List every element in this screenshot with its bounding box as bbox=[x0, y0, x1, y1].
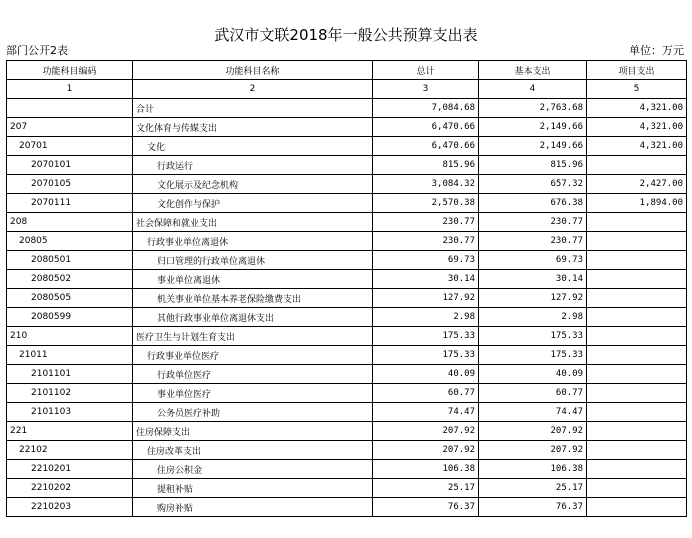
cell-total: 2.98 bbox=[373, 308, 479, 327]
cell-name: 行政单位医疗 bbox=[133, 365, 373, 384]
cell-project bbox=[587, 327, 687, 346]
cell-name: 文化体育与传媒支出 bbox=[133, 118, 373, 137]
header-name: 功能科目名称 bbox=[133, 61, 373, 80]
header-total: 总计 bbox=[373, 61, 479, 80]
cell-project: 4,321.00 bbox=[587, 99, 687, 118]
cell-project bbox=[587, 251, 687, 270]
cell-code: 2080505 bbox=[7, 289, 133, 308]
cell-basic: 60.77 bbox=[479, 384, 587, 403]
cell-name: 合计 bbox=[133, 99, 373, 118]
cell-project: 4,321.00 bbox=[587, 137, 687, 156]
cell-total: 30.14 bbox=[373, 270, 479, 289]
table-row bbox=[7, 327, 687, 346]
cell-basic: 2,763.68 bbox=[479, 99, 587, 118]
cell-project bbox=[587, 365, 687, 384]
cell-code: 2210201 bbox=[7, 460, 133, 479]
index-cell: 1 bbox=[7, 80, 133, 99]
cell-project bbox=[587, 270, 687, 289]
header-row bbox=[7, 61, 687, 80]
cell-code bbox=[7, 99, 133, 118]
cell-basic: 69.73 bbox=[479, 251, 587, 270]
table-row bbox=[7, 99, 687, 118]
cell-basic: 127.92 bbox=[479, 289, 587, 308]
table-row bbox=[7, 118, 687, 137]
cell-project bbox=[587, 232, 687, 251]
cell-name: 行政事业单位离退休 bbox=[133, 232, 373, 251]
cell-project bbox=[587, 498, 687, 517]
cell-name: 归口管理的行政单位离退休 bbox=[133, 251, 373, 270]
cell-total: 815.96 bbox=[373, 156, 479, 175]
table-row bbox=[7, 270, 687, 289]
cell-project bbox=[587, 460, 687, 479]
header-code: 功能科目编码 bbox=[7, 61, 133, 80]
cell-name: 机关事业单位基本养老保险缴费支出 bbox=[133, 289, 373, 308]
cell-name: 事业单位离退休 bbox=[133, 270, 373, 289]
cell-code: 2210203 bbox=[7, 498, 133, 517]
table-row bbox=[7, 137, 687, 156]
table-row bbox=[7, 403, 687, 422]
cell-total: 127.92 bbox=[373, 289, 479, 308]
cell-code: 208 bbox=[7, 213, 133, 232]
index-cell: 4 bbox=[479, 80, 587, 99]
cell-code: 210 bbox=[7, 327, 133, 346]
cell-basic: 207.92 bbox=[479, 441, 587, 460]
cell-total: 175.33 bbox=[373, 327, 479, 346]
cell-name: 住房公积金 bbox=[133, 460, 373, 479]
form-number: 部门公开2表 bbox=[6, 44, 68, 57]
budget-table bbox=[6, 60, 687, 517]
index-row bbox=[7, 80, 687, 99]
cell-total: 7,084.68 bbox=[373, 99, 479, 118]
cell-basic: 2,149.66 bbox=[479, 118, 587, 137]
cell-total: 3,084.32 bbox=[373, 175, 479, 194]
cell-name: 行政事业单位医疗 bbox=[133, 346, 373, 365]
cell-name: 文化创作与保护 bbox=[133, 194, 373, 213]
cell-project bbox=[587, 403, 687, 422]
table-row bbox=[7, 251, 687, 270]
cell-project bbox=[587, 441, 687, 460]
table-row bbox=[7, 460, 687, 479]
cell-basic: 815.96 bbox=[479, 156, 587, 175]
cell-code: 20701 bbox=[7, 137, 133, 156]
cell-basic: 2.98 bbox=[479, 308, 587, 327]
table-row bbox=[7, 384, 687, 403]
cell-code: 2080501 bbox=[7, 251, 133, 270]
cell-basic: 74.47 bbox=[479, 403, 587, 422]
table-row bbox=[7, 346, 687, 365]
cell-name: 公务员医疗补助 bbox=[133, 403, 373, 422]
cell-basic: 676.38 bbox=[479, 194, 587, 213]
table-row bbox=[7, 422, 687, 441]
cell-basic: 76.37 bbox=[479, 498, 587, 517]
cell-project: 1,894.00 bbox=[587, 194, 687, 213]
table-row bbox=[7, 156, 687, 175]
cell-code: 221 bbox=[7, 422, 133, 441]
cell-project bbox=[587, 384, 687, 403]
cell-total: 60.77 bbox=[373, 384, 479, 403]
cell-total: 74.47 bbox=[373, 403, 479, 422]
table-row bbox=[7, 498, 687, 517]
cell-total: 207.92 bbox=[373, 422, 479, 441]
cell-project bbox=[587, 308, 687, 327]
cell-name: 购房补贴 bbox=[133, 498, 373, 517]
cell-code: 20805 bbox=[7, 232, 133, 251]
table-row bbox=[7, 194, 687, 213]
unit-label: 单位：万元 bbox=[629, 44, 684, 57]
index-cell: 3 bbox=[373, 80, 479, 99]
cell-name: 其他行政事业单位离退休支出 bbox=[133, 308, 373, 327]
cell-project bbox=[587, 289, 687, 308]
cell-name: 住房保障支出 bbox=[133, 422, 373, 441]
table-row bbox=[7, 479, 687, 498]
cell-project: 4,321.00 bbox=[587, 118, 687, 137]
cell-code: 2101101 bbox=[7, 365, 133, 384]
cell-total: 2,570.38 bbox=[373, 194, 479, 213]
cell-basic: 30.14 bbox=[479, 270, 587, 289]
cell-total: 207.92 bbox=[373, 441, 479, 460]
cell-project bbox=[587, 156, 687, 175]
cell-total: 175.33 bbox=[373, 346, 479, 365]
cell-code: 2080502 bbox=[7, 270, 133, 289]
cell-name: 住房改革支出 bbox=[133, 441, 373, 460]
table-row bbox=[7, 308, 687, 327]
cell-code: 2070105 bbox=[7, 175, 133, 194]
page-title: 武汉市文联2018年一般公共预算支出表 bbox=[214, 26, 478, 44]
cell-basic: 40.09 bbox=[479, 365, 587, 384]
index-cell: 2 bbox=[133, 80, 373, 99]
cell-basic: 230.77 bbox=[479, 213, 587, 232]
header-basic: 基本支出 bbox=[479, 61, 587, 80]
cell-project bbox=[587, 479, 687, 498]
cell-basic: 106.38 bbox=[479, 460, 587, 479]
cell-total: 6,470.66 bbox=[373, 118, 479, 137]
cell-code: 2070111 bbox=[7, 194, 133, 213]
cell-code: 21011 bbox=[7, 346, 133, 365]
cell-code: 2070101 bbox=[7, 156, 133, 175]
table-row bbox=[7, 175, 687, 194]
cell-name: 社会保障和就业支出 bbox=[133, 213, 373, 232]
cell-basic: 175.33 bbox=[479, 346, 587, 365]
index-cell: 5 bbox=[587, 80, 687, 99]
cell-code: 2101103 bbox=[7, 403, 133, 422]
cell-name: 文化展示及纪念机构 bbox=[133, 175, 373, 194]
header-project: 项目支出 bbox=[587, 61, 687, 80]
cell-name: 医疗卫生与计划生育支出 bbox=[133, 327, 373, 346]
cell-project bbox=[587, 346, 687, 365]
cell-project bbox=[587, 422, 687, 441]
cell-project bbox=[587, 213, 687, 232]
table-row bbox=[7, 232, 687, 251]
cell-total: 25.17 bbox=[373, 479, 479, 498]
cell-basic: 2,149.66 bbox=[479, 137, 587, 156]
cell-basic: 230.77 bbox=[479, 232, 587, 251]
cell-name: 文化 bbox=[133, 137, 373, 156]
cell-code: 2080599 bbox=[7, 308, 133, 327]
cell-total: 40.09 bbox=[373, 365, 479, 384]
table-row bbox=[7, 441, 687, 460]
cell-project: 2,427.00 bbox=[587, 175, 687, 194]
table-row bbox=[7, 365, 687, 384]
table-row bbox=[7, 213, 687, 232]
cell-basic: 207.92 bbox=[479, 422, 587, 441]
cell-code: 2210202 bbox=[7, 479, 133, 498]
cell-basic: 657.32 bbox=[479, 175, 587, 194]
cell-name: 行政运行 bbox=[133, 156, 373, 175]
table-body bbox=[7, 99, 687, 517]
cell-total: 230.77 bbox=[373, 213, 479, 232]
cell-basic: 175.33 bbox=[479, 327, 587, 346]
cell-name: 提租补贴 bbox=[133, 479, 373, 498]
cell-total: 6,470.66 bbox=[373, 137, 479, 156]
cell-code: 2101102 bbox=[7, 384, 133, 403]
cell-total: 69.73 bbox=[373, 251, 479, 270]
cell-code: 22102 bbox=[7, 441, 133, 460]
cell-total: 76.37 bbox=[373, 498, 479, 517]
table-row bbox=[7, 289, 687, 308]
cell-total: 230.77 bbox=[373, 232, 479, 251]
cell-code: 207 bbox=[7, 118, 133, 137]
cell-total: 106.38 bbox=[373, 460, 479, 479]
cell-basic: 25.17 bbox=[479, 479, 587, 498]
cell-name: 事业单位医疗 bbox=[133, 384, 373, 403]
